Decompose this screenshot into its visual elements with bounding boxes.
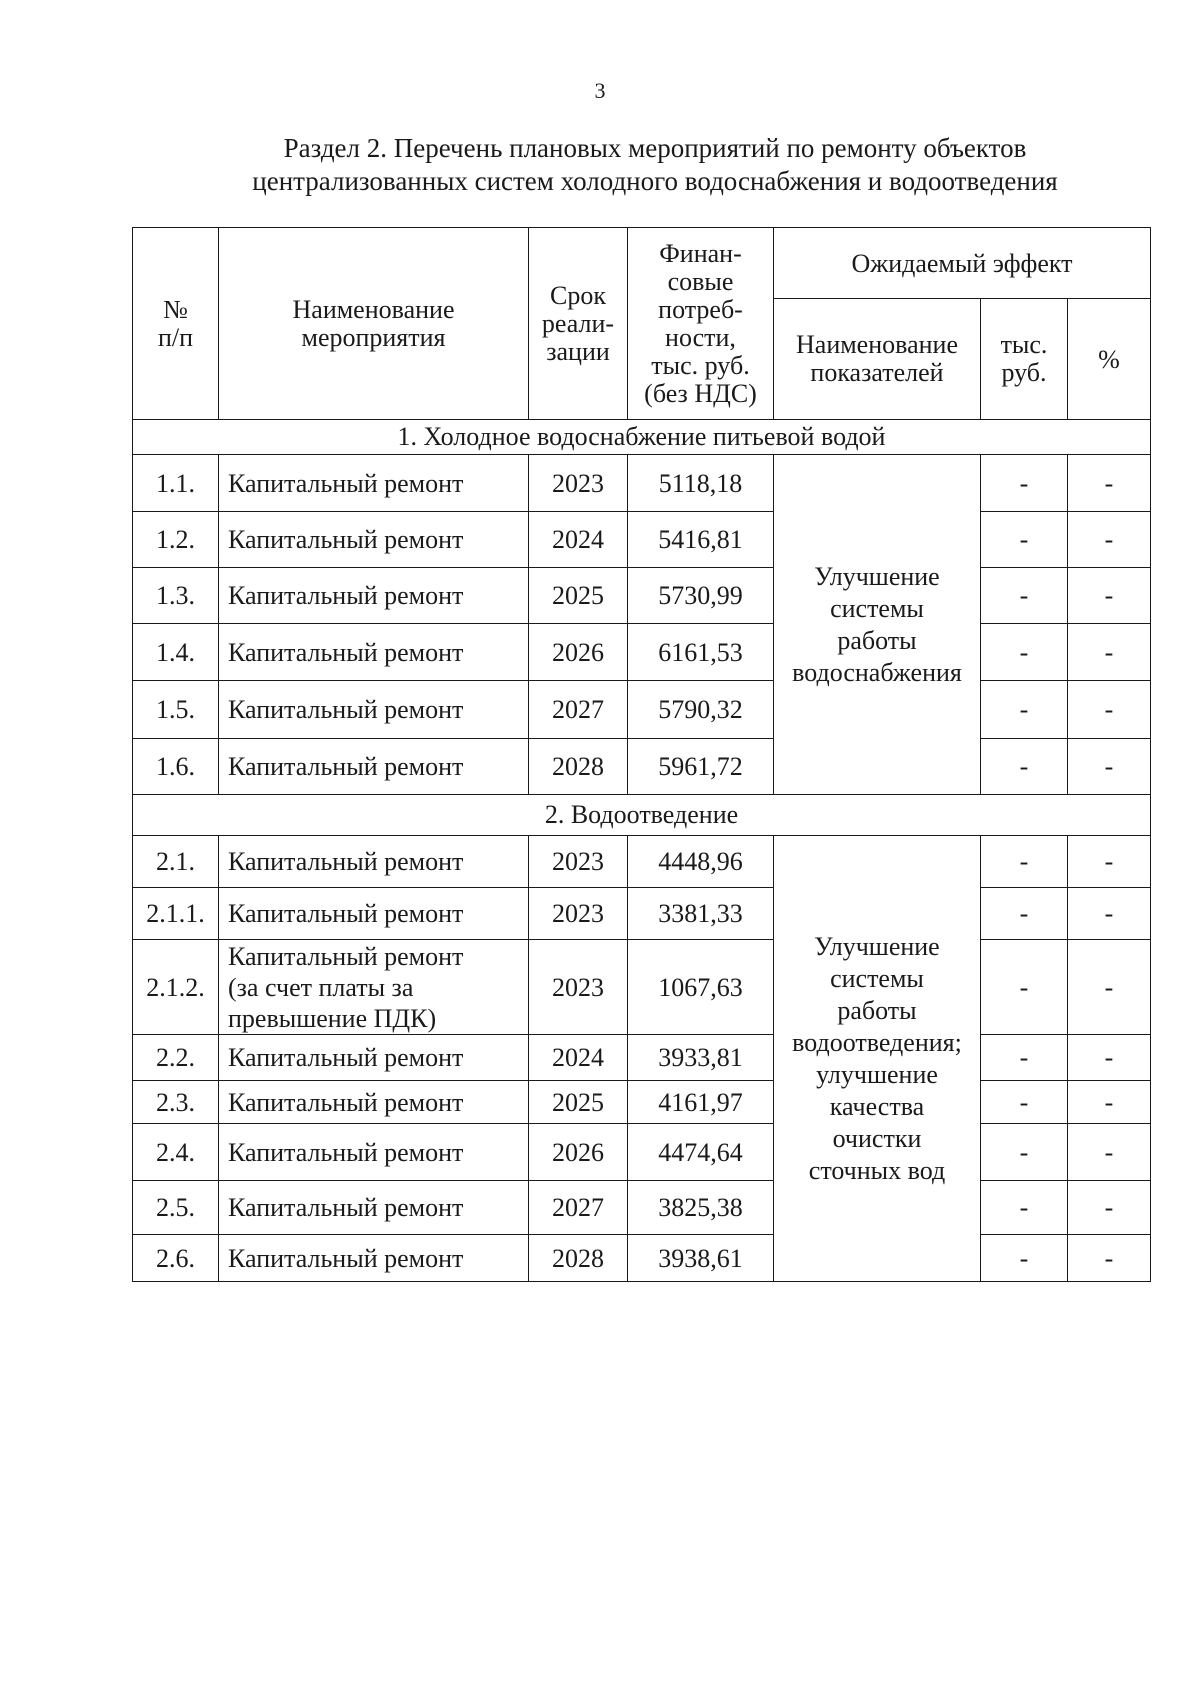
row-percent: -	[1068, 1181, 1151, 1235]
row-thousand-rub: -	[981, 1181, 1068, 1235]
table-row	[133, 1181, 1151, 1235]
row-thousand-rub: -	[981, 888, 1068, 940]
row-num: 2.3.	[133, 1081, 219, 1124]
row-num: 1.3.	[133, 568, 219, 624]
table-row	[133, 1124, 1151, 1181]
table-row	[133, 1081, 1151, 1124]
row-year: 2023	[529, 940, 628, 1035]
row-name: Капитальный ремонт	[219, 1081, 529, 1124]
row-num: 1.4.	[133, 624, 219, 681]
row-amount: 5118,18	[628, 455, 774, 512]
row-name: Капитальный ремонт	[219, 624, 529, 681]
row-percent: -	[1068, 1081, 1151, 1124]
row-num: 2.1.2.	[133, 940, 219, 1035]
row-amount: 3933,81	[628, 1035, 774, 1081]
row-year: 2028	[529, 1235, 628, 1282]
row-year: 2026	[529, 624, 628, 681]
row-thousand-rub: -	[981, 1235, 1068, 1282]
row-amount: 1067,63	[628, 940, 774, 1035]
row-amount: 4474,64	[628, 1124, 774, 1181]
row-thousand-rub: -	[981, 512, 1068, 568]
row-year: 2027	[529, 681, 628, 739]
row-percent: -	[1068, 739, 1151, 795]
row-thousand-rub: -	[981, 940, 1068, 1035]
row-thousand-rub: -	[981, 739, 1068, 795]
table-row	[133, 940, 1151, 1035]
row-num: 1.6.	[133, 739, 219, 795]
row-name: Капитальный ремонт	[219, 512, 529, 568]
row-amount: 4448,96	[628, 836, 774, 888]
table-row	[133, 739, 1151, 795]
row-year: 2026	[529, 1124, 628, 1181]
header-name: Наименование мероприятия	[219, 228, 529, 420]
table-row	[133, 888, 1151, 940]
row-thousand-rub: -	[981, 836, 1068, 888]
row-year: 2023	[529, 836, 628, 888]
row-thousand-rub: -	[981, 1124, 1068, 1181]
table-row	[133, 681, 1151, 739]
row-thousand-rub: -	[981, 681, 1068, 739]
row-num: 2.1.	[133, 836, 219, 888]
row-percent: -	[1068, 681, 1151, 739]
table-row	[133, 512, 1151, 568]
row-amount: 5416,81	[628, 512, 774, 568]
header-num: № п/п	[133, 228, 219, 420]
row-num: 2.4.	[133, 1124, 219, 1181]
row-thousand-rub: -	[981, 1035, 1068, 1081]
row-name: Капитальный ремонт	[219, 1235, 529, 1282]
row-amount: 5730,99	[628, 568, 774, 624]
table-row	[133, 455, 1151, 512]
table-row	[133, 624, 1151, 681]
row-amount: 3381,33	[628, 888, 774, 940]
header-percent: %	[1068, 299, 1151, 420]
row-year: 2024	[529, 1035, 628, 1081]
header-term: Срок реали- зации	[529, 228, 628, 420]
row-name: Капитальный ремонт (за счет платы за превышение ПДК)	[219, 940, 529, 1035]
row-year: 2023	[529, 888, 628, 940]
row-num: 1.1.	[133, 455, 219, 512]
page-title-line-1: Раздел 2. Перечень плановых мероприятий по ремонту объектов	[283, 133, 1027, 163]
row-year: 2025	[529, 568, 628, 624]
row-percent: -	[1068, 455, 1151, 512]
row-percent: -	[1068, 1035, 1151, 1081]
row-name: Капитальный ремонт	[219, 681, 529, 739]
row-num: 2.1.1.	[133, 888, 219, 940]
row-amount: 3825,38	[628, 1181, 774, 1235]
row-year: 2028	[529, 739, 628, 795]
row-percent: -	[1068, 836, 1151, 888]
effect-sewerage: Улучшение системы работы водоотведения; улучшение качества очистки сточных вод	[774, 836, 981, 1282]
row-name: Капитальный ремонт	[219, 1124, 529, 1181]
row-num: 2.2.	[133, 1035, 219, 1081]
header-thousand-rub: тыс. руб.	[981, 299, 1068, 420]
row-year: 2023	[529, 455, 628, 512]
row-name: Капитальный ремонт	[219, 568, 529, 624]
row-name: Капитальный ремонт	[219, 455, 529, 512]
row-name: Капитальный ремонт	[219, 1181, 529, 1235]
table-row	[133, 836, 1151, 888]
row-name: Капитальный ремонт	[219, 1035, 529, 1081]
row-amount: 5790,32	[628, 681, 774, 739]
row-percent: -	[1068, 512, 1151, 568]
row-thousand-rub: -	[981, 455, 1068, 512]
page-title	[180, 132, 1130, 198]
row-percent: -	[1068, 1235, 1151, 1282]
header-effect: Ожидаемый эффект	[774, 228, 1151, 299]
row-num: 2.5.	[133, 1181, 219, 1235]
section-title-sewerage: 2. Водоотведение	[133, 795, 1151, 836]
row-thousand-rub: -	[981, 624, 1068, 681]
page-title-line-2: централизованных систем холодного водоснабжения и водоотведения	[252, 166, 1058, 196]
section-title-water-supply: 1. Холодное водоснабжение питьевой водой	[133, 420, 1151, 455]
row-num: 1.2.	[133, 512, 219, 568]
row-percent: -	[1068, 940, 1151, 1035]
row-amount: 5961,72	[628, 739, 774, 795]
table-row	[133, 1035, 1151, 1081]
row-amount: 6161,53	[628, 624, 774, 681]
row-amount: 3938,61	[628, 1235, 774, 1282]
row-year: 2024	[529, 512, 628, 568]
row-thousand-rub: -	[981, 568, 1068, 624]
page-number: 3	[594, 78, 606, 103]
table-row	[133, 1235, 1151, 1282]
table-row	[133, 568, 1151, 624]
row-num: 1.5.	[133, 681, 219, 739]
row-num: 2.6.	[133, 1235, 219, 1282]
row-name: Капитальный ремонт	[219, 836, 529, 888]
row-name: Капитальный ремонт	[219, 888, 529, 940]
row-percent: -	[1068, 624, 1151, 681]
activities-table	[132, 227, 1151, 1282]
header-indicator: Наименование показателей	[774, 299, 981, 420]
row-name: Капитальный ремонт	[219, 739, 529, 795]
row-percent: -	[1068, 888, 1151, 940]
row-year: 2027	[529, 1181, 628, 1235]
row-amount: 4161,97	[628, 1081, 774, 1124]
row-percent: -	[1068, 568, 1151, 624]
row-thousand-rub: -	[981, 1081, 1068, 1124]
header-finance: Финан- совые потреб- ности, тыс. руб. (без НДС)	[628, 228, 774, 420]
row-year: 2025	[529, 1081, 628, 1124]
row-percent: -	[1068, 1124, 1151, 1181]
effect-water-supply: Улучшение системы работы водоснабжения	[774, 455, 981, 795]
